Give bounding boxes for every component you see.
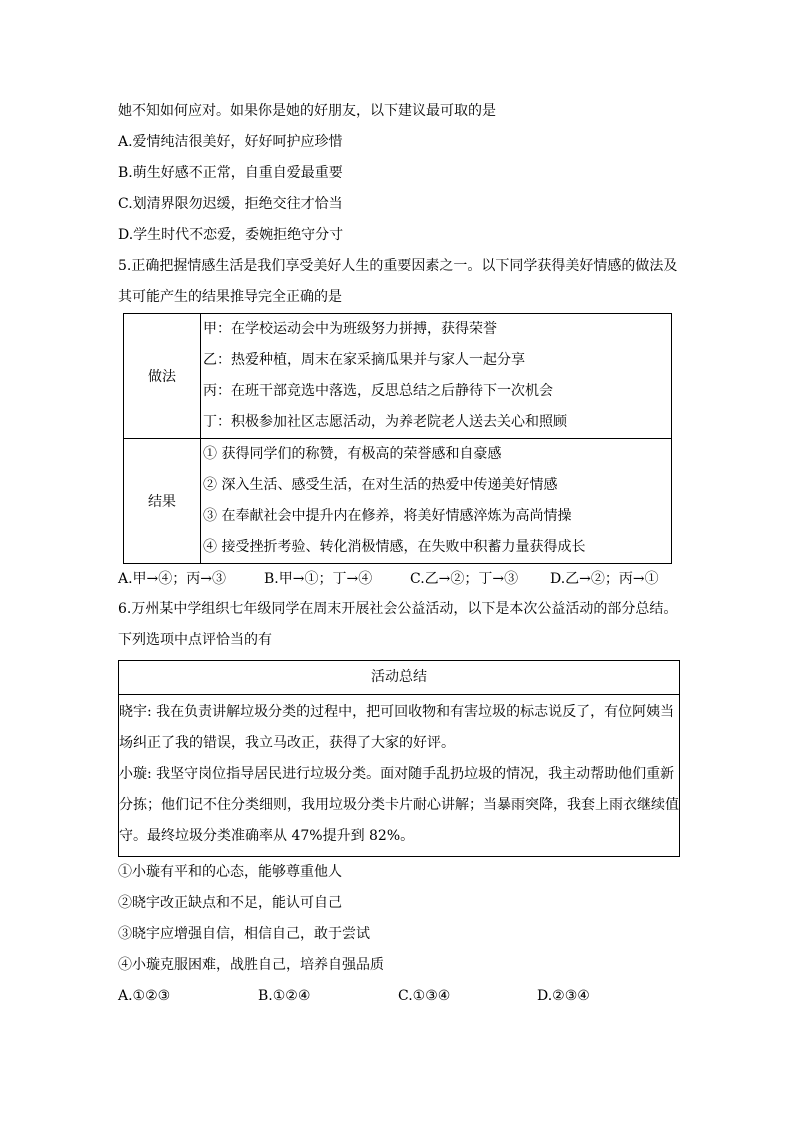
q5-option-c: C.乙→②；丁→③ xyxy=(410,571,519,587)
q6-option-c: C.①③④ xyxy=(398,988,451,1004)
q6-table-body xyxy=(119,695,680,857)
q6-table-body-row xyxy=(119,695,680,857)
q6-statement-3: ③晓宇应增强自信，相信自己，敢于尝试 xyxy=(118,926,370,942)
q5-practice-item: 丙：在班干部竞选中落选，反思总结之后静待下一次机会 xyxy=(203,383,553,399)
q4-option-b: B.萌生好感不正常，自重自爱最重要 xyxy=(118,165,343,181)
q5-result-item: ④ 接受挫折考验、转化消极情感，在失败中积蓄力量获得成长 xyxy=(203,539,586,555)
q5-practice-item: 丁：积极参加社区志愿活动，为养老院老人送去关心和照顾 xyxy=(203,414,567,430)
exam-page xyxy=(118,96,694,1011)
q6-option-b: B.①②④ xyxy=(258,988,311,1004)
question-6-stem-line2: 下列选项中点评恰当的有 xyxy=(118,632,272,648)
q5-option-a: A.甲→④；丙→③ xyxy=(118,571,227,587)
q4-option-c: C.划清界限勿迟缓，拒绝交往才恰当 xyxy=(118,196,343,212)
q6-option-a: A.①②③ xyxy=(118,988,171,1004)
q5-table-row-result xyxy=(124,439,672,564)
q6-options xyxy=(118,981,694,1011)
question-6-stem-line1: 6.万州某中学组织七年级同学在周末开展社会公益活动，以下是本次公益活动的部分总结。 xyxy=(118,601,678,617)
q4-option-d: D.学生时代不恋爱，委婉拒绝守分寸 xyxy=(118,227,344,243)
q5-practice-items xyxy=(201,314,672,439)
q6-table-header-row xyxy=(119,661,680,695)
q6-summary-line: 分拣；他们记不住分类细则，我用垃圾分类卡片耐心讲解；当暴雨突降，我套上雨衣继续值 xyxy=(119,797,679,813)
q6-statement-4: ④小璇克服困难，战胜自己，培养自强品质 xyxy=(118,957,384,973)
question-5-stem-line2: 其可能产生的结果推导完全正确的是 xyxy=(118,289,342,305)
q6-summary-line: 场纠正了我的错误，我立马改正，获得了大家的好评。 xyxy=(119,735,455,751)
q6-statement-2: ②晓宇改正缺点和不足，能认可自己 xyxy=(118,895,342,911)
q5-practice-item: 甲：在学校运动会中为班级努力拼搏，获得荣誉 xyxy=(203,321,497,337)
q5-option-b: B.甲→①；丁→④ xyxy=(264,571,373,587)
question-5-stem-line1: 5.正确把握情感生活是我们享受美好人生的重要因素之一。以下同学获得美好情感的做法及 xyxy=(118,258,678,274)
q5-result-item: ① 获得同学们的称赞，有极高的荣誉感和自豪感 xyxy=(203,446,502,462)
q5-result-item: ③ 在奉献社会中提升内在修养，将美好情感淬炼为高尚情操 xyxy=(203,508,572,524)
q6-summary-table xyxy=(118,660,680,857)
q5-result-items xyxy=(201,439,672,564)
q4-option-a: A.爱情纯洁很美好，好好呵护应珍惜 xyxy=(118,134,343,150)
q5-row-head-practice: 做法 xyxy=(124,314,201,439)
q5-table-row-practice xyxy=(124,314,672,439)
q5-option-d: D.乙→②；丙→① xyxy=(550,571,659,587)
question-4-stem-tail: 她不知如何应对。如果你是她的好朋友，以下建议最可取的是 xyxy=(118,103,496,119)
q6-summary-line: 小璇: 我坚守岗位指导居民进行垃圾分类。面对随手乱扔垃圾的情况，我主动帮助他们重新 xyxy=(119,766,675,782)
q6-table-title: 活动总结 xyxy=(119,661,680,695)
q6-summary-line: 守。最终垃圾分类准确率从 47%提升到 82%。 xyxy=(119,828,415,844)
q5-row-head-result: 结果 xyxy=(124,439,201,564)
q5-table xyxy=(123,313,672,564)
q6-statement-1: ①小璇有平和的心态，能够尊重他人 xyxy=(118,864,342,880)
q6-option-d: D.②③④ xyxy=(537,988,590,1004)
q5-practice-item: 乙：热爱种植，周末在家采摘瓜果并与家人一起分享 xyxy=(203,352,525,368)
q5-result-item: ② 深入生活、感受生活，在对生活的热爱中传递美好情感 xyxy=(203,477,558,493)
q5-options xyxy=(118,564,694,594)
q6-summary-line: 晓宇: 我在负责讲解垃圾分类的过程中，把可回收物和有害垃圾的标志说反了，有位阿姨当 xyxy=(119,704,675,720)
